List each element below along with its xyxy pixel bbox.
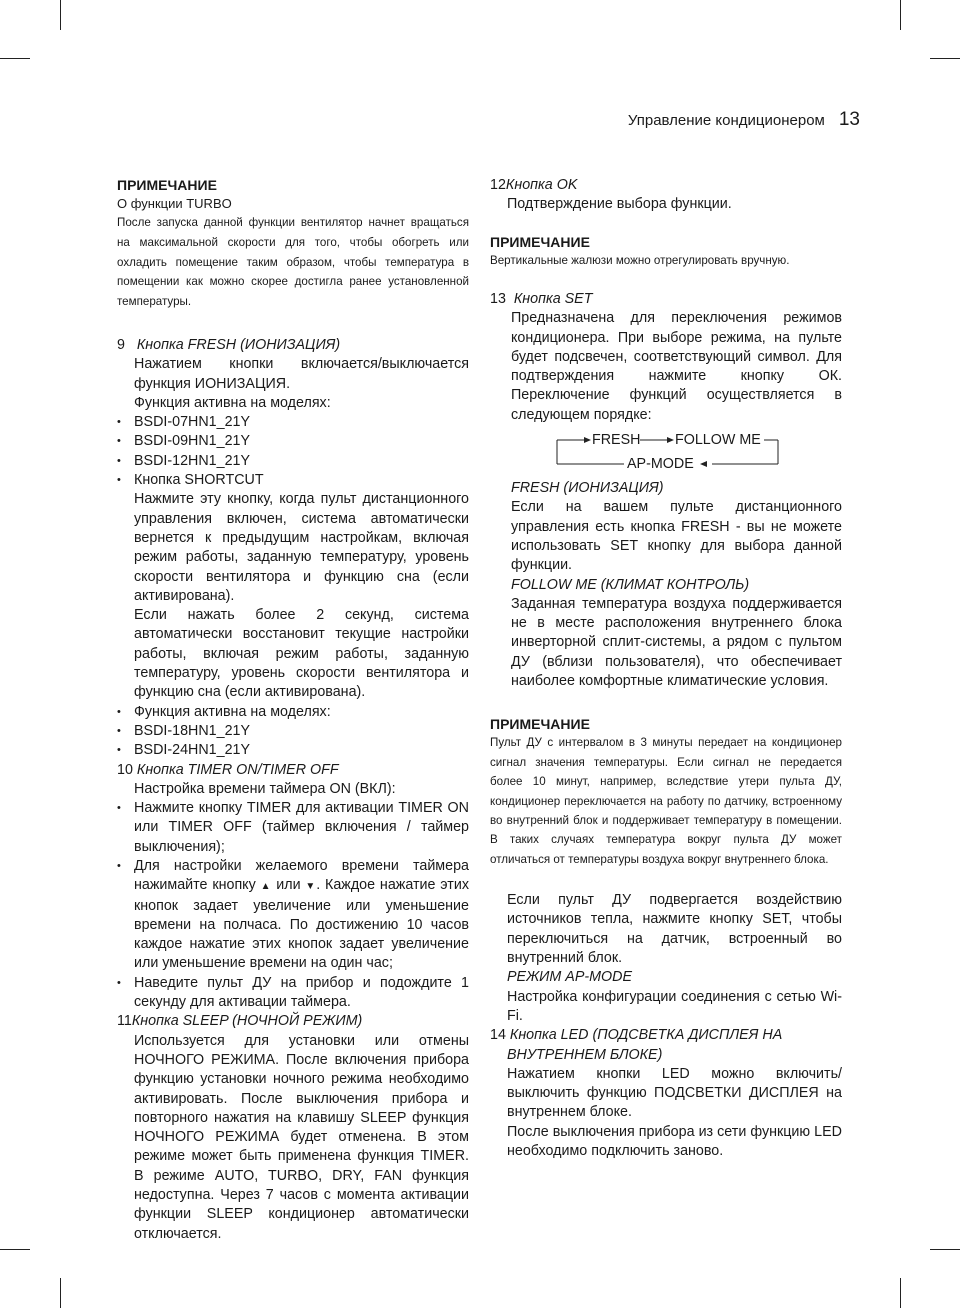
note-subtitle: О функции TURBO xyxy=(117,196,232,211)
paragraph: Нажатием кнопки включается/выключается функция ИОНИЗАЦИЯ. xyxy=(134,356,469,392)
crop-mark xyxy=(900,0,901,30)
mode-follow-me: FOLLOW ME xyxy=(675,432,761,449)
mode-fresh: FRESH xyxy=(592,432,641,449)
item-title: 13 Кнопка SET xyxy=(490,291,593,307)
mode-ap-mode: AP-MODE xyxy=(627,456,694,473)
model-list xyxy=(117,413,469,490)
item-title: 12Кнопка OK xyxy=(490,177,578,193)
list-item: • BSDI-09HN1_21Y xyxy=(117,432,469,451)
item-title: 10 Кнопка TIMER ON/TIMER OFF xyxy=(117,761,339,778)
crop-mark xyxy=(60,1278,61,1308)
paragraph: Если нажать более 2 секунд, система автоматически восстановит текущие настройки работы, включая режим работы, заданную температуру, уровень скорости вентилятора и функцию сна (если активирована). xyxy=(134,607,469,701)
crop-mark xyxy=(900,1278,901,1308)
paragraph: Заданная температура воздуха поддерживается не в месте расположения внутреннего блока инверторной сплит-системы, а рядом с пультом ДУ (вблизи пользователя), что обеспечивает наиболее комфортные климатические условия. xyxy=(511,595,842,690)
paragraph: После выключения прибора из сети функцию LED необходимо подключить заново. xyxy=(507,1123,842,1160)
paragraph: Предназначена для переключения режимов кондиционера. При выборе режима, на пульте будет подсвечен, соответствующий символ. Для подтверждения нажмите кнопку ОК. Переключение функций осуществляется в следующем порядке: xyxy=(511,310,842,423)
list-item: • BSDI-07HN1_21Y xyxy=(117,413,469,432)
arrow-up-icon: ▲ xyxy=(260,881,272,893)
list-item: • BSDI-18HN1_21Y xyxy=(117,722,469,741)
item-title: 11Кнопка SLEEP (НОЧНОЙ РЕЖИМ) xyxy=(117,1013,363,1030)
note-title: ПРИМЕЧАНИЕ xyxy=(490,716,590,733)
list-item: • Наведите пульт ДУ на прибор и подождите 1 секунду для активации таймера. xyxy=(117,974,469,1013)
subheading: FOLLOW ME (КЛИМАТ КОНТРОЛЬ) xyxy=(511,576,750,593)
crop-mark xyxy=(930,58,960,59)
note-title: ПРИМЕЧАНИЕ xyxy=(490,233,590,250)
list-item: • Функция активна на моделях: xyxy=(117,703,469,722)
item-title: 9 Кнопка FRESH (ИОНИЗАЦИЯ) xyxy=(117,336,341,353)
list-item: • Нажмите кнопку TIMER для активации TIMER ON или TIMER OFF (таймер включения / таймер выключения); xyxy=(117,799,469,857)
paragraph: Настройка конфигурации соединения с сетью Wi-Fi. xyxy=(507,988,842,1024)
note-title: ПРИМЕЧАНИЕ xyxy=(117,177,217,193)
crop-mark xyxy=(0,58,30,59)
list-item: • Для настройки желаемого времени таймера нажимайте кнопку ▲ или ▼. Каждое нажатие этих кнопок задает увеличение или уменьшение времени на полчаса. По достижению 10 часов каждое нажатие этих кнопок задает увеличение или уменьшение времени на один час; xyxy=(117,857,469,974)
model-list xyxy=(117,703,469,761)
list-item: • BSDI-24HN1_21Y xyxy=(117,741,469,760)
arrow-down-icon: ▼ xyxy=(305,881,317,893)
item-title: 14 Кнопка LED (ПОДСВЕТКА ДИСПЛЕЯ НА ВНУТРЕННЕМ БЛОКЕ) xyxy=(490,1027,783,1063)
paragraph: Если на вашем пульте дистанционного управления есть кнопка FRESH - вы не можете использовать SET кнопку для выбора данной функции. xyxy=(511,499,842,574)
page-number: 13 xyxy=(838,109,860,130)
page-header xyxy=(560,109,860,131)
crop-mark xyxy=(930,1249,960,1250)
crop-mark xyxy=(0,1249,30,1250)
subheading: РЕЖИМ AP-MODE xyxy=(507,969,633,986)
note-text: После запуска данной функции вентилятор начнет вращаться на максимальной скорости для того, чтобы обогреть или охладить помещение таким образом, чтобы температура в помещении как можно скорее достигла ранее установленной температуры. xyxy=(117,216,469,309)
subheading: FRESH (ИОНИЗАЦИЯ) xyxy=(511,480,664,497)
note-text: Пульт ДУ с интервалом в 3 минуты передает на кондиционер сигнал значения температуры. Если сигнал не передается более 10 минут, например, вследствие утери пульта ДУ, кондиционер переключается на работу по датчику, встроенному во внутренний блок и поддерживает температуру в помещении. В таких случаях температура вокруг пульта ДУ может отличаться от температуры воздуха вокруг внутреннего блока. xyxy=(490,736,842,866)
list-item: • BSDI-12HN1_21Y xyxy=(117,452,469,471)
note-text: Вертикальные жалюзи можно отрегулировать вручную. xyxy=(490,253,790,267)
paragraph: Подтверждение выбора функции. xyxy=(507,196,732,213)
right-column xyxy=(490,176,842,1161)
crop-mark xyxy=(60,0,61,30)
paragraph: Нажатием кнопки LED можно включить/выключить функцию ПОДСВЕТКИ ДИСПЛЕЯ на внутреннем блоке. xyxy=(507,1065,842,1121)
left-column xyxy=(117,176,469,1244)
paragraph: Используется для установки или отмены НОЧНОГО РЕЖИМА. После включения прибора функцию установки ночного режима необходимо активировать. После выключения прибора и повторного нажатия на клавишу SLEEP функция НОЧНОГО РЕЖИМА будет отменена. В этом режиме может быть применена функция TIMER. В режиме AUTO, TURBO, DRY, FAN функция недоступна. Через 7 часов с момента активации функции SLEEP кондиционер автоматически отключается. xyxy=(134,1032,469,1242)
paragraph: Настройка времени таймера ON (ВКЛ): xyxy=(134,780,396,797)
timer-list xyxy=(117,799,469,1012)
list-item: • Кнопка SHORTCUT xyxy=(117,471,469,490)
section-title: Управление кондиционером xyxy=(627,112,825,129)
paragraph: Нажмите эту кнопку, когда пульт дистанционного управления включен, система автоматически вернется к предыдущим настройкам, включая режим работы, заданную температуру, уровень скорости вентилятора и функцию сна (если активирована). xyxy=(134,491,469,604)
mode-cycle-diagram xyxy=(490,429,842,475)
paragraph: Функция активна на моделях: xyxy=(134,394,331,411)
paragraph: Если пульт ДУ подвергается воздействию источников тепла, нажмите кнопку SET, чтобы переключиться на датчик, встроенный во внутренний блок. xyxy=(507,892,842,967)
